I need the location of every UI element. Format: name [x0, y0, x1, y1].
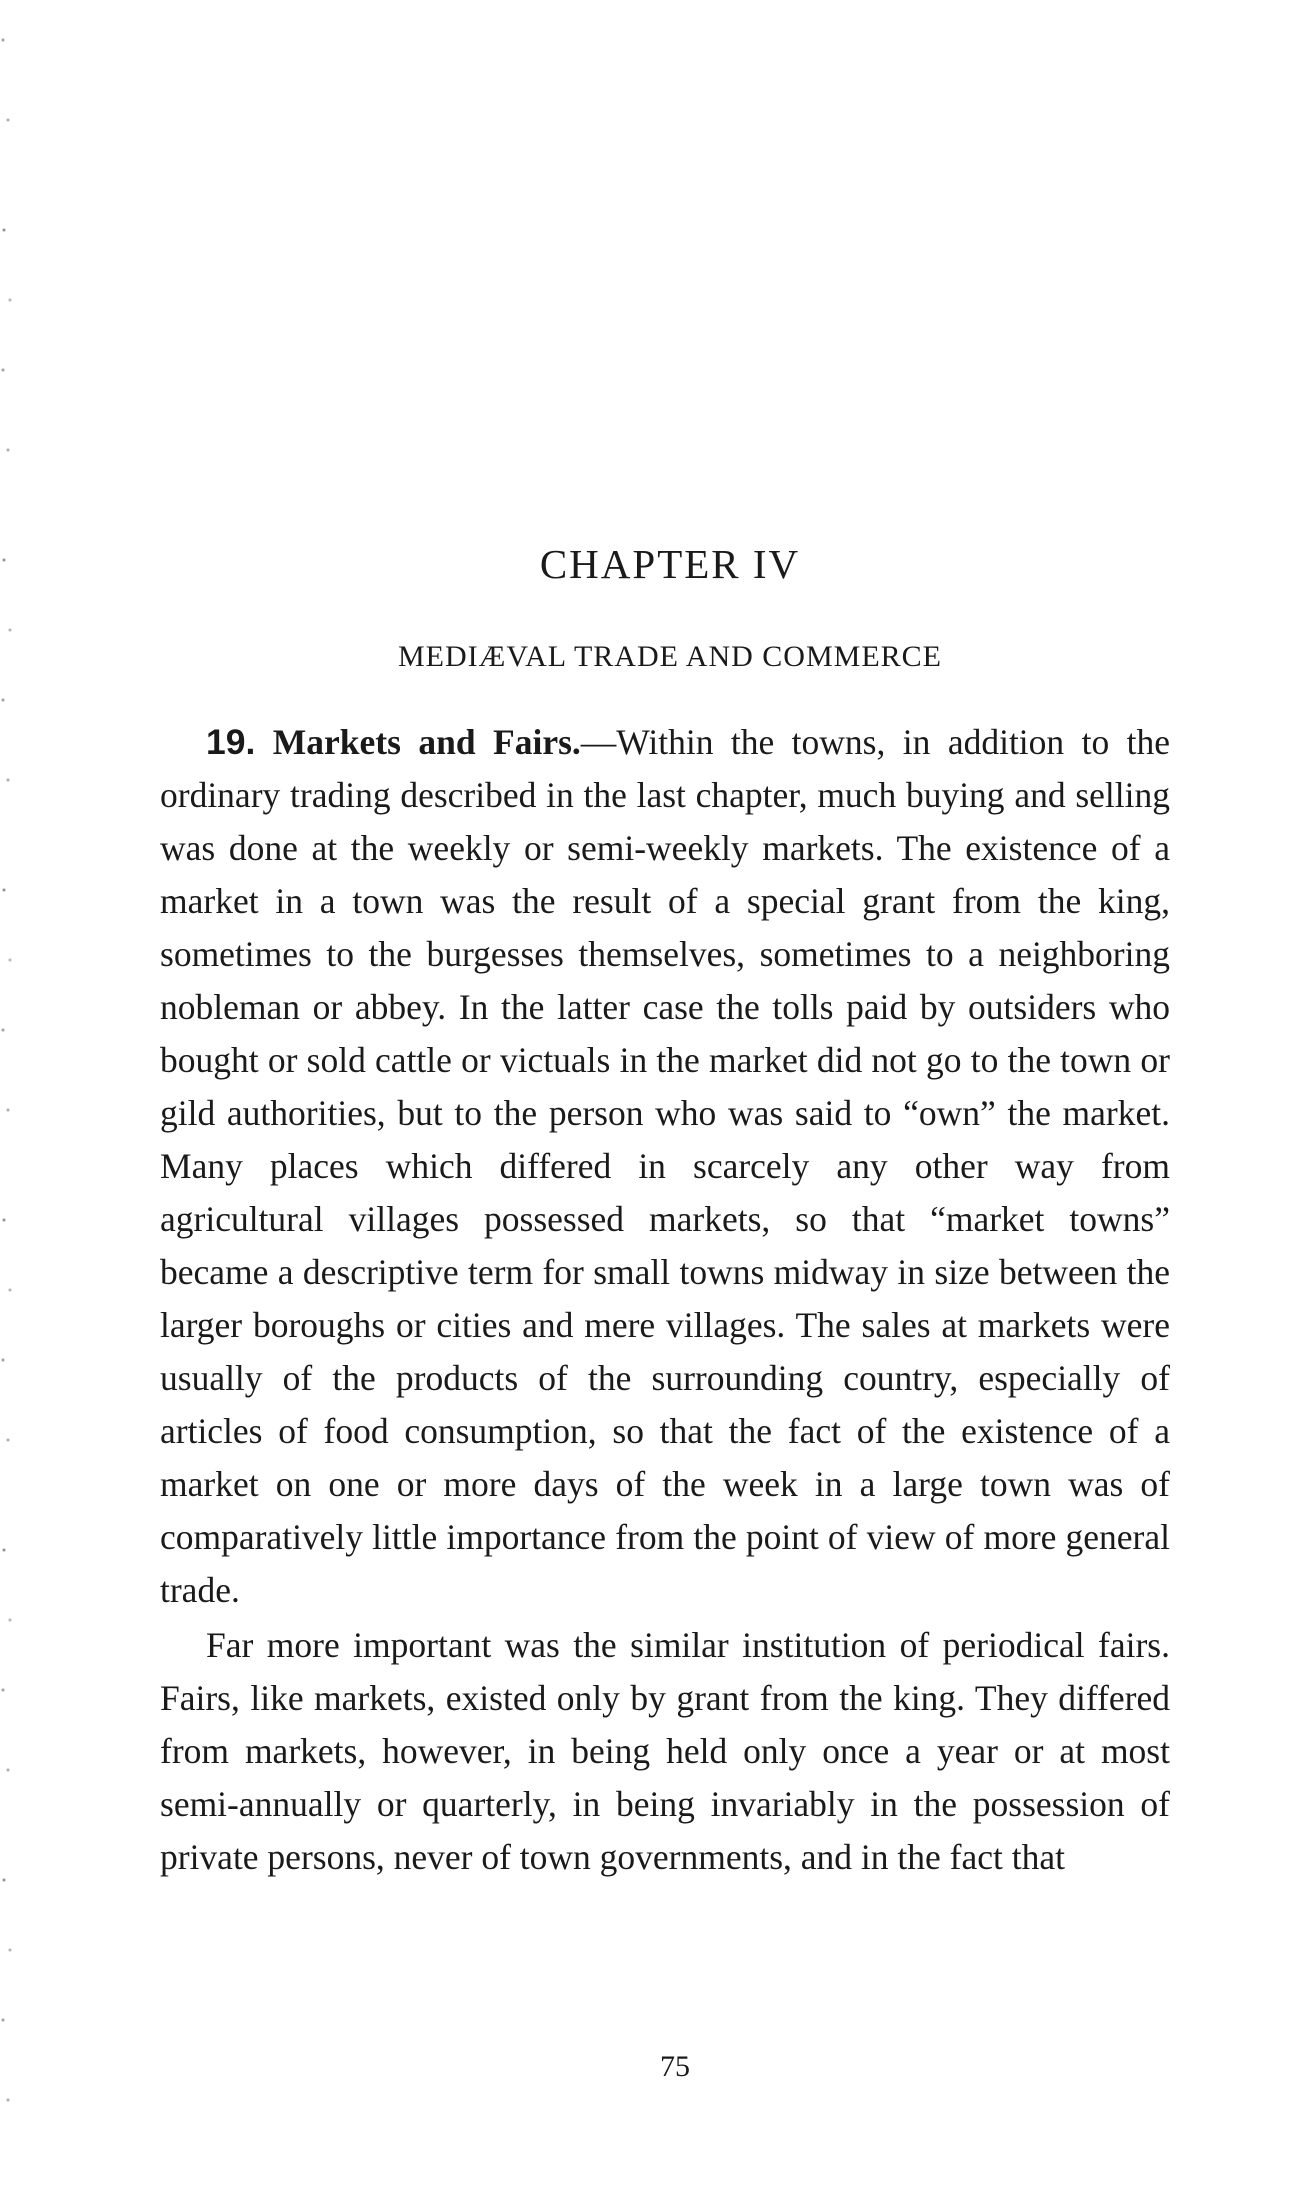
paragraph-2: Far more important was the similar institution of periodical fairs. Fairs, like markets, existed only by grant from the king. They differed from markets, however, in being held only once a year or at most semi-annually or quarterly, in being invariably in the possession of private persons, never of town governments, and in the fact that [160, 1625, 1170, 1877]
chapter-heading: CHAPTER IV [539, 541, 801, 587]
body-text [160, 716, 1170, 1884]
page-edge-speckle [0, 0, 14, 2200]
section-number: 19. [206, 722, 256, 762]
section-title: Markets and Fairs. [272, 722, 581, 762]
paragraph-1-text: Within the towns, in addition to the ordinary trading described in the last chapter, much buying and selling was done at the weekly or semi-weekly markets. The existence of a market in a town was the result of a special grant from the king, sometimes to the burgesses themselves, sometimes to a neighboring nobleman or abbey. In the latter case the tolls paid by outsiders who bought or sold cattle or victuals in the market did not go to the town or gild authorities, but to the person who was said to “own” the market. Many places which differed in scarcely any other way from agricultural villages possessed markets, so that “market towns” became a descriptive term for small towns midway in size between the larger boroughs or cities and mere villages. The sales at markets were usually of the products of the surrounding country, especially of articles of food consumption, so that the fact of the existence of a market on one or more days of the week in a large town was of comparatively little importance from the point of view of more general trade. [160, 722, 1170, 1610]
section-dash: — [580, 722, 617, 762]
page-number: 75 [660, 2050, 690, 2083]
chapter-subtitle: MEDIÆVAL TRADE AND COMMERCE [398, 640, 942, 673]
paragraph-1 [160, 716, 1170, 1617]
